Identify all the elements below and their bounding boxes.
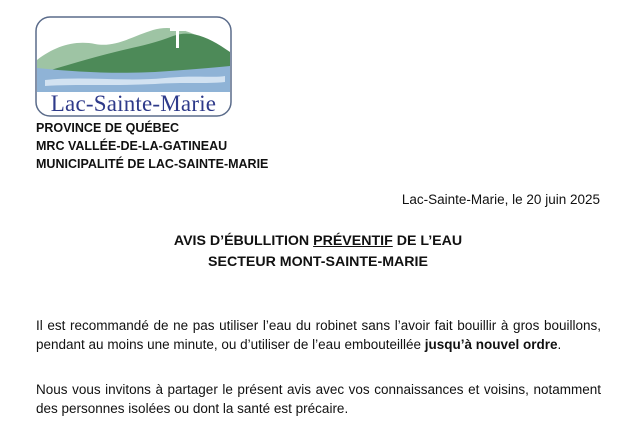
notice-title (0, 231, 636, 273)
issuer-block (36, 119, 268, 173)
p1-bold: jusqu’à nouvel ordre (424, 336, 558, 352)
title-line-1 (0, 231, 636, 252)
municipality-logo (35, 16, 232, 117)
title-part-1: AVIS D’ÉBULLITION (173, 233, 314, 249)
title-line-2: SECTEUR MONT-SAINTE-MARIE (208, 254, 428, 270)
municipality-line: MUNICIPALITÉ DE LAC-SAINTE-MARIE (36, 157, 269, 171)
logo-wordmark: Lac-Sainte-Marie (50, 91, 217, 116)
title-underlined-word: PRÉVENTIF (313, 233, 393, 249)
date-line: Lac-Sainte-Marie, le 20 juin 2025 (401, 192, 600, 207)
paragraph-recommendation (36, 317, 601, 354)
p1-end: . (557, 336, 562, 352)
province-line: PROVINCE DE QUÉBEC (36, 121, 180, 135)
p1-text: Il est recommandé de ne pas utiliser l’eau du robinet sans l’avoir fait bouillir à gros bouillons, pendant au moins une minute, ou d’utiliser de l’eau embouteillée (36, 318, 601, 352)
mrc-line: MRC VALLÉE-DE-LA-GATINEAU (36, 139, 228, 153)
paragraph-share: Nous vous invitons à partager le présent avis avec vos connaissances et voisins, notamment des personnes isolées ou dont la santé est précaire. (36, 382, 601, 416)
title-part-2: DE L’EAU (392, 233, 463, 249)
